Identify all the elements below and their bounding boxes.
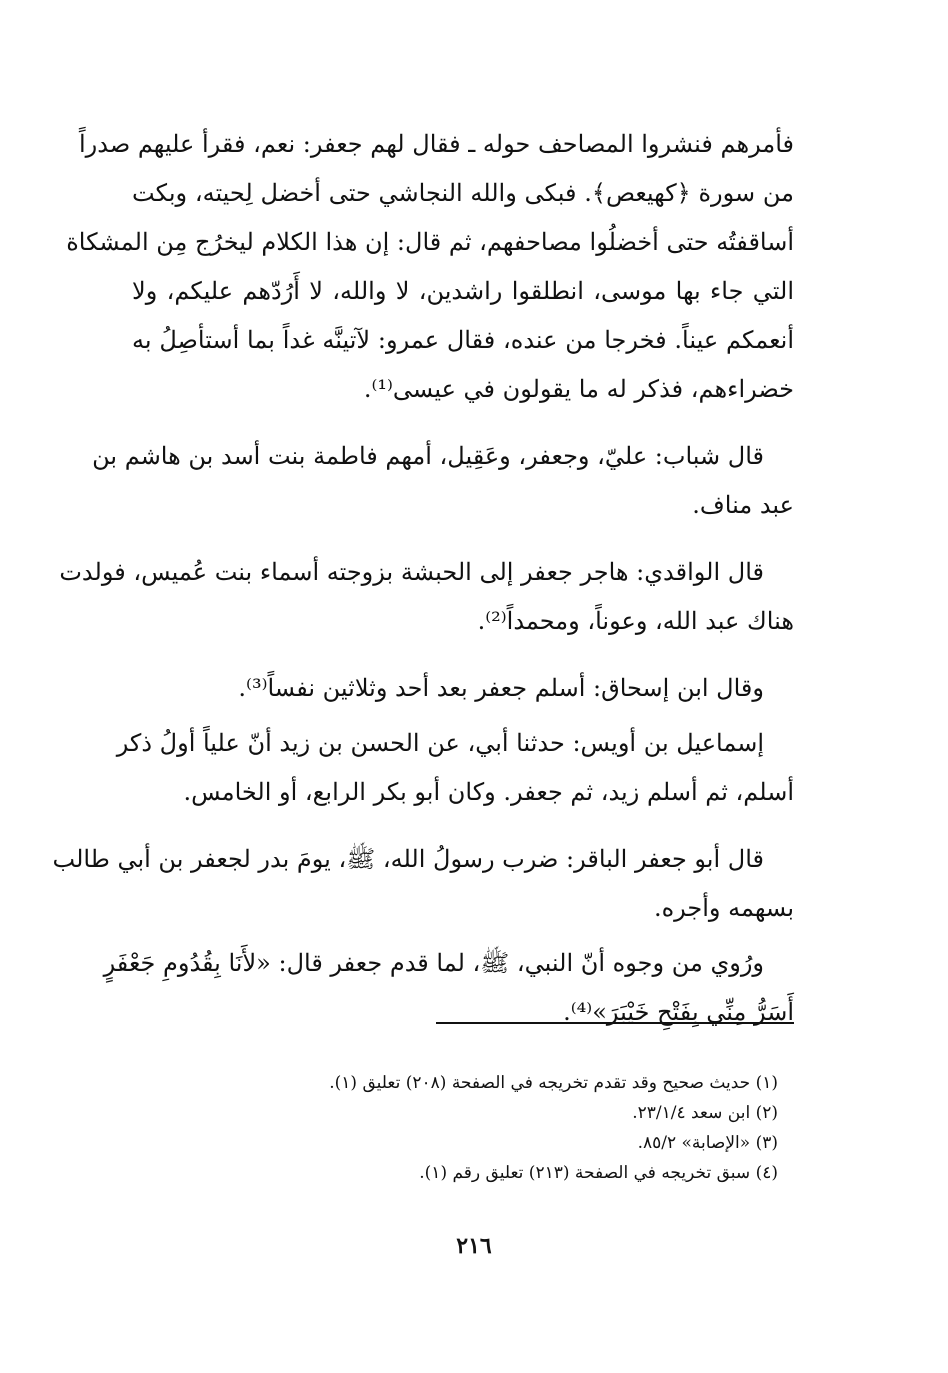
text-line: بسهمه وأجره. <box>653 894 794 922</box>
footnote-1: (١) حديث صحيح وقد تقدم تخريجه في الصفحة (٢٠٨) تعليق (١). <box>329 1073 778 1093</box>
text-line: أَسَرُّ مِنِّي بِفَتْحِ خَيْبَرَ»⁽⁴⁾. <box>563 998 794 1026</box>
paragraph-1 <box>66 120 795 414</box>
footnote-3: (٣) «الإصابة» ٨٥/٢. <box>637 1133 778 1153</box>
text-line: عبد مناف. <box>692 491 794 519</box>
page-number: ٢١٦ <box>456 1233 492 1259</box>
footnotes <box>138 1068 778 1188</box>
text-line: التي جاء بها موسى، انطلقوا راشدين، لا والله، لا أَرُدّهم عليكم، ولا <box>132 277 794 305</box>
text-line: هناك عبد الله، وعوناً، ومحمداً⁽²⁾. <box>477 607 794 635</box>
text-line: من سورة ﴿كهيعص﴾. فبكى والله النجاشي حتى أخضل لِحيته، وبكت <box>132 179 795 207</box>
text-line: خضراءهم، فذكر له ما يقولون في عيسى⁽¹⁾. <box>363 375 794 403</box>
text-line: فأمرهم فنشروا المصاحف حوله ـ فقال لهم جعفر: نعم، فقرأ عليهم صدراً <box>78 130 794 158</box>
paragraph-3 <box>59 548 794 646</box>
text-line: قال أبو جعفر الباقر: ضرب رسولُ الله، ﷺ، يومَ بدر لجعفر بن أبي طالب <box>52 845 764 873</box>
paragraph-2 <box>92 432 794 530</box>
paragraph-5 <box>116 719 794 817</box>
text-line: أسلم، ثم أسلم زيد، ثم جعفر. وكان أبو بكر الرابع، أو الخامس. <box>183 778 794 806</box>
text-line: أنعمكم عيناً. فخرجا من عنده، فقال عمرو: لآتينَّه غداً بما أستأصِلُ به <box>132 326 794 354</box>
text-line: إسماعيل بن أويس: حدثنا أبي، عن الحسن بن زيد أنّ علياً أولُ ذكر <box>116 729 764 757</box>
text-line: وقال ابن إسحاق: أسلم جعفر بعد أحد وثلاثين نفساً⁽³⁾. <box>238 674 764 702</box>
footnote-divider <box>436 1022 794 1024</box>
text-line: قال الواقدي: هاجر جعفر إلى الحبشة بزوجته أسماء بنت عُميس، فولدت <box>59 558 764 586</box>
main-text <box>52 120 795 1037</box>
text-line: ورُوي من وجوه أنّ النبي، ﷺ، لما قدم جعفر قال: «لأَنَا بِقُدُومِ جَعْفَرٍ <box>103 949 764 977</box>
paragraph-4 <box>132 664 794 713</box>
paragraph-6 <box>52 835 794 933</box>
footnote-2: (٢) ابن سعد ٢٣/١/٤. <box>632 1103 778 1123</box>
text-line: أساقفتُه حتى أخضلُوا مصاحفهم، ثم قال: إن هذا الكلام ليخرُج مِن المشكاة <box>66 228 794 256</box>
footnote-4: (٤) سبق تخريجه في الصفحة (٢١٣) تعليق رقم (١). <box>419 1163 778 1183</box>
text-line: قال شباب: عليّ، وجعفر، وعَقِيل، أمهم فاطمة بنت أسد بن هاشم بن <box>92 442 764 470</box>
